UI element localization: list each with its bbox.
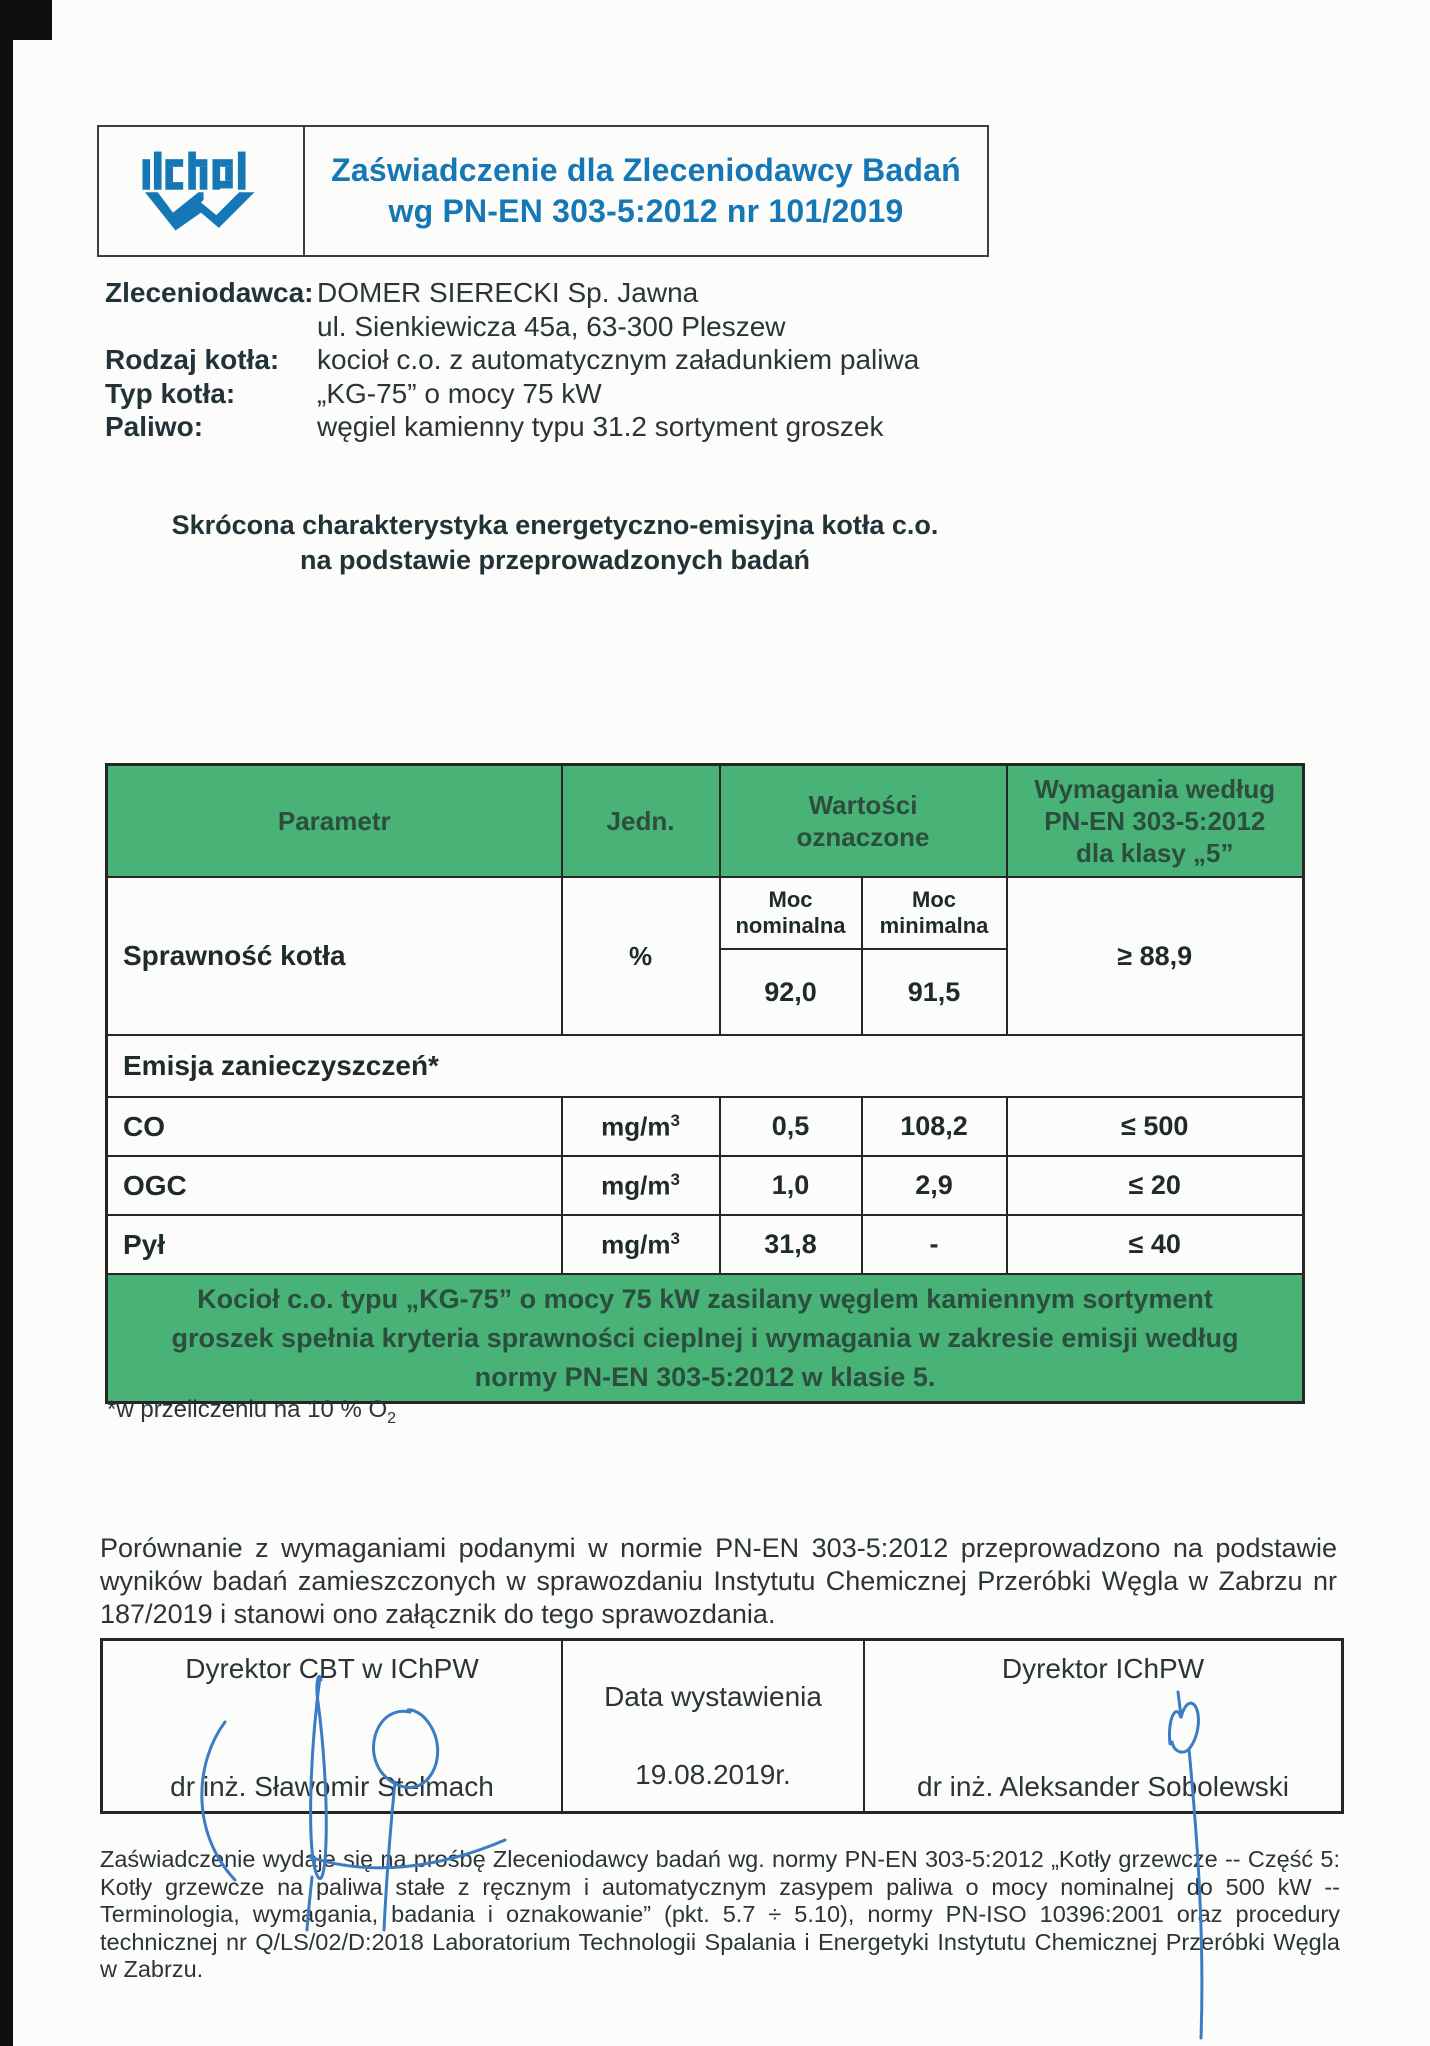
emissions-band-row xyxy=(107,1035,1304,1097)
scan-corner-artifact xyxy=(0,0,52,40)
param-name: Pył xyxy=(107,1215,562,1274)
signature-cell-right xyxy=(865,1641,1341,1811)
subheader-moc-nominalna: Moc nominalna xyxy=(720,877,862,949)
characteristics-table xyxy=(105,763,1305,1404)
client-value: ul. Sienkiewicza 45a, 63-300 Pleszew xyxy=(317,310,786,342)
col-header-parametr: Parametr xyxy=(107,765,562,878)
client-label xyxy=(105,310,317,344)
client-row-zleceniodawca xyxy=(105,276,919,310)
client-label: Typ kotła: xyxy=(105,377,236,409)
client-row-rodzaj-kotla xyxy=(105,343,919,377)
subheader-moc-minimalna: Moc minimalna xyxy=(862,877,1007,949)
comparison-paragraph: Porównanie z wymaganiami podanymi w normie PN-EN 303-5:2012 przeprowadzono na podstawie wyników badań zamieszczonych w sprawozdaniu Instytutu Chemicznej Przeróbki Węgla w Zabrzu nr 187/2019 i stanowi ono załącznik do tego sprawozdania. xyxy=(100,1533,1337,1629)
col-header-wartosci: Wartości oznaczone xyxy=(720,765,1007,878)
efficiency-row xyxy=(107,877,1304,949)
signature-name: dr inż. Sławomir Stelmach xyxy=(170,1771,494,1802)
param-limit: ≤ 40 xyxy=(1007,1215,1304,1274)
emissions-title: Emisja zanieczyszczeń* xyxy=(107,1035,1304,1097)
client-value: kocioł c.o. z automatycznym załadunkiem paliwa xyxy=(317,344,920,375)
value-nominalna: 31,8 xyxy=(720,1215,862,1274)
signature-name: dr inż. Aleksander Sobolewski xyxy=(917,1771,1289,1802)
signature-table xyxy=(100,1638,1344,1814)
date-label: Data wystawienia xyxy=(604,1681,822,1712)
signature-cell-date xyxy=(563,1641,865,1811)
header-box xyxy=(97,125,989,257)
param-limit: ≤ 500 xyxy=(1007,1097,1304,1156)
param-limit: ≤ 20 xyxy=(1007,1156,1304,1215)
section-title-line2: na podstawie przeprowadzonych badań xyxy=(299,545,811,575)
param-unit: $mg/m^3$ xyxy=(562,1215,720,1274)
client-label: Rodzaj kotła: xyxy=(105,344,280,375)
ichpw-logo xyxy=(137,149,265,233)
client-row-typ-kotla xyxy=(105,377,919,411)
scan-edge-artifact xyxy=(0,0,13,2046)
signature-title: Dyrektor IChPW xyxy=(1001,1653,1205,1684)
col-header-jedn: Jedn. xyxy=(562,765,720,878)
client-info xyxy=(105,276,919,444)
emission-row-co xyxy=(107,1097,1304,1156)
section-title xyxy=(105,508,1005,578)
client-label: Zleceniodawca: xyxy=(105,277,314,308)
value-nominalna: 1,0 xyxy=(720,1156,862,1215)
certificate-title-line2: wg PN-EN 303-5:2012 nr 101/2019 xyxy=(388,193,904,229)
signature-cell-left xyxy=(103,1641,563,1811)
param-unit: % xyxy=(562,877,720,1035)
client-value: „KG-75” o mocy 75 kW xyxy=(317,377,602,409)
certificate-title-line1: Zaświadczenie dla Zleceniodawcy Badań xyxy=(331,152,961,188)
client-row-paliwo xyxy=(105,410,919,444)
value-nominalna: 0,5 xyxy=(720,1097,862,1156)
logo-cell xyxy=(99,127,305,255)
value-minimalna: 108,2 xyxy=(862,1097,1007,1156)
param-limit: ≥ 88,9 xyxy=(1007,877,1304,1035)
value-minimalna: 2,9 xyxy=(862,1156,1007,1215)
value-nominalna: 92,0 xyxy=(720,949,862,1035)
signature-title: Dyrektor CBT w IChPW xyxy=(185,1653,479,1684)
section-title-line1: Skrócona charakterystyka energetyczno-emisyjna kotła c.o. xyxy=(171,510,939,540)
col-header-wymagania: Wymagania według PN-EN 303-5:2012 dla klasy „5” xyxy=(1007,765,1304,878)
certificate-title xyxy=(305,127,987,255)
emission-row-ogc xyxy=(107,1156,1304,1215)
table-header-row xyxy=(107,765,1304,878)
client-row-address xyxy=(105,310,919,344)
fine-print: Zaświadczenie wydaje się na prośbę Zleceniodawcy badań wg. normy PN-EN 303-5:2012 „Kotły grzewcze -- Część 5: Kotły grzewcze na paliwa stałe z ręcznym i automatycznym zasypem paliwa o mocy nominalnej do 500 kW -- Terminologia, wymagania, badania i oznakowanie” (pkt. 5.7 ÷ 5.10), normy PN-ISO 10396:2001 oraz procedury technicznej nr Q/LS/02/D:2018 Laboratorium Technologii Spalania i Energetyki Instytutu Chemicznej Przeróbki Węgla w Zabrzu. xyxy=(100,1846,1340,1982)
footnote: *w przeliczeniu na 10 % $O_2$ xyxy=(107,1396,397,1427)
param-name: CO xyxy=(107,1097,562,1156)
param-unit: $mg/m^3$ xyxy=(562,1097,720,1156)
summary-text: Kocioł c.o. typu „KG-75” o mocy 75 kW zasilany węglem kamiennym sortyment groszek spełnia kryteria sprawności cieplnej i wymagania w zakresie emisji według normy PN-EN 303-5:2012 w klasie 5. xyxy=(107,1274,1304,1403)
summary-row xyxy=(107,1274,1304,1403)
param-name: OGC xyxy=(107,1156,562,1215)
value-minimalna: - xyxy=(862,1215,1007,1274)
date-value: 19.08.2019r. xyxy=(635,1759,791,1790)
param-unit: $mg/m^3$ xyxy=(562,1156,720,1215)
client-label: Paliwo: xyxy=(105,411,204,442)
param-name: Sprawność kotła xyxy=(107,877,562,1035)
value-minimalna: 91,5 xyxy=(862,949,1007,1035)
client-value: DOMER SIERECKI Sp. Jawna xyxy=(317,277,699,308)
emission-row-pyl xyxy=(107,1215,1304,1274)
client-value: węgiel kamienny typu 31.2 sortyment groszek xyxy=(317,411,884,442)
